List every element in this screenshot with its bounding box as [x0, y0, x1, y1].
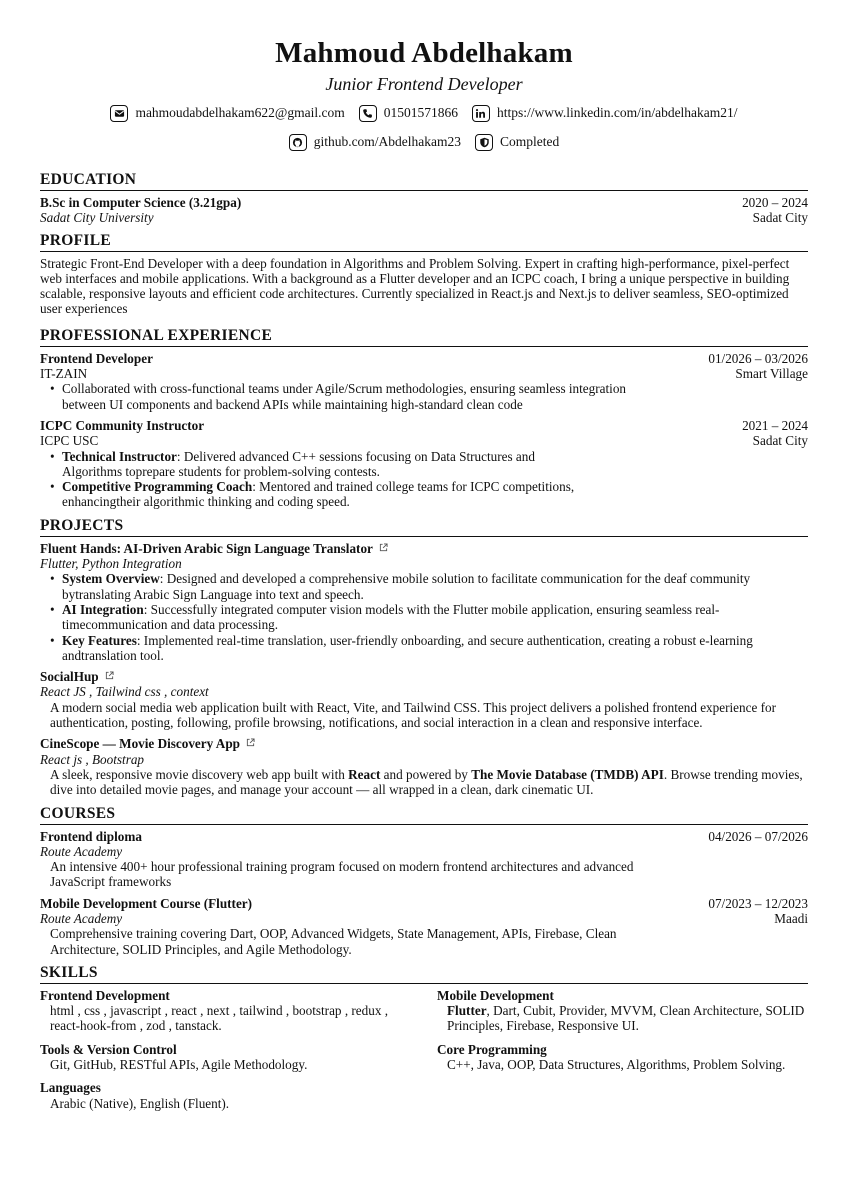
skill-group-title: Mobile Development [437, 987, 554, 1003]
contact-row-1 [40, 102, 808, 124]
project-tech: React js , Bootstrap [40, 751, 145, 767]
experience-section [40, 327, 808, 510]
projects-heading: PROJECTS [40, 517, 808, 537]
bullet-item [50, 602, 808, 633]
candidate-name: Mahmoud Abdelhakam [275, 37, 573, 69]
course-description: An intensive 400+ hour professional training program focused on modern frontend architectures and advanced JavaScript frameworks [50, 859, 634, 890]
education-dates: 2020 – 2024 [742, 195, 808, 210]
experience-entry [40, 351, 808, 412]
company-name: IT-ZAIN [40, 366, 88, 382]
course-provider: Route Academy [40, 910, 123, 926]
github-text: github.com/Abdelhakam23 [313, 134, 462, 150]
linkedin-text: https://www.linkedin.com/in/abdelhakam21/ [496, 105, 738, 121]
project-bullets [50, 571, 808, 663]
desc-part: . Browse trending movies, dive into detailed movie pages, and manage your account — all wrapped in a clean, dark cinematic UI. [50, 766, 803, 798]
projects-section [40, 517, 808, 798]
bullet-label: Technical Instructor [62, 448, 177, 464]
profile-heading: PROFILE [40, 232, 808, 252]
project-entry [40, 541, 808, 663]
job-title: Frontend Developer [40, 350, 153, 366]
course-description: Comprehensive training covering Dart, OOP, Advanced Widgets, State Management, APIs, Firebase, Clean Architecture, SOLID Principles, and Agile Methodology. [50, 926, 617, 957]
skill-group [40, 988, 437, 1034]
desc-bold: The Movie Database (TMDB) API [471, 766, 664, 782]
linkedin-icon [472, 105, 490, 122]
bullet-text: : Designed and developed a comprehensive mobile solution to facilitate communication for the deaf community bytranslating Arabic Sign Language into text and speech. [62, 571, 751, 602]
job-dates: 2021 – 2024 [742, 417, 808, 433]
email-text: mahmoudabdelhakam622@gmail.com [135, 105, 345, 121]
status-contact [475, 134, 559, 151]
project-tech: React JS , Tailwind css , context [40, 684, 209, 700]
phone-text: 01501571866 [383, 105, 458, 121]
bullet-item [50, 571, 808, 602]
skill-group-items [437, 1003, 808, 1034]
job-bullets [50, 449, 808, 510]
bullet-item: • Collaborated with cross-functional teams under Agile/Scrum methodologies, ensuring seamless integration between UI components and backend APIs while maintaining high-standard clean code [50, 381, 808, 412]
education-heading: EDUCATION [40, 171, 808, 191]
project-tech: Flutter, Python Integration [40, 556, 182, 572]
education-entry [40, 195, 808, 226]
project-description: A modern social media web application built with React, Vite, and Tailwind CSS. This project delivers a polished frontend experience for authentication, posting, following, profile browsing, notifications, and social interaction in a clean and responsive interface. [50, 699, 776, 731]
course-name: Mobile Development Course (Flutter) [40, 895, 253, 911]
skill-group-title: Core Programming [437, 1041, 547, 1057]
skills-section [40, 964, 808, 1119]
skill-group [437, 988, 808, 1034]
bullet-text: : Mentored and trained college teams for ICPC competitions, enhancingtheir algorithmic thinking and coding speed. [62, 479, 575, 510]
skill-group [40, 1080, 437, 1111]
shield-icon [475, 134, 493, 151]
course-dates: 04/2026 – 07/2026 [708, 828, 808, 844]
external-link-icon[interactable] [379, 543, 388, 552]
course-provider: Route Academy [40, 843, 123, 859]
bullet-text: : Successfully integrated computer vision models with the Flutter mobile application, ensuring seamless real-timecommunication and data processing. [62, 601, 720, 633]
project-entry [40, 669, 808, 730]
bullet-item [50, 479, 808, 510]
job-title: ICPC Community Instructor [40, 417, 205, 433]
bullet-label: Competitive Programming Coach [62, 479, 253, 495]
skill-group-items: Git, GitHub, RESTful APIs, Agile Methodology. [50, 1057, 308, 1073]
job-location: Sadat City [752, 433, 808, 449]
bullet-label: System Overview [62, 571, 160, 587]
email-contact[interactable] [110, 105, 344, 122]
profile-text: Strategic Front-End Developer with a deep foundation in Algorithms and Problem Solving. Expert in crafting high-performance, pixel-perfect web interfaces and mobile applications. With a background as a Flutter developer and an ICPC coach, I bring a unique perspective in building scalable, responsive layouts and efficient code architectures. Currently specialized in React.js and Next.js to deliver seamless, SEO-optimized user experiences [40, 255, 790, 317]
job-location: Smart Village [735, 366, 808, 382]
degree-name: B.Sc in Computer Science (3.21gpa) [40, 195, 242, 210]
course-entry [40, 896, 808, 957]
skill-group [40, 1042, 437, 1073]
phone-icon [359, 105, 377, 122]
bullet-item [50, 633, 808, 664]
job-dates: 01/2026 – 03/2026 [708, 350, 808, 366]
email-icon [110, 105, 128, 122]
skill-group-items: Arabic (Native), English (Fluent). [50, 1095, 230, 1111]
external-link-icon[interactable] [105, 671, 114, 680]
courses-heading: COURSES [40, 805, 808, 825]
school-name: Sadat City University [40, 210, 154, 226]
bullet-text: : Delivered advanced C++ sessions focusing on Data Structures and Algorithms toprepare students for problem-solving contests. [62, 448, 535, 479]
external-link-icon[interactable] [246, 738, 255, 747]
company-name: ICPC USC [40, 433, 99, 449]
project-name[interactable]: CineScope — Movie Discovery App [40, 736, 240, 752]
project-name[interactable]: SocialHup [40, 669, 99, 685]
bullet-label: Key Features [62, 632, 137, 648]
bullet-item [50, 449, 808, 480]
status-text: Completed [500, 134, 560, 150]
experience-heading: PROFESSIONAL EXPERIENCE [40, 327, 808, 347]
profile-section [40, 232, 808, 317]
bullet-label: AI Integration [62, 601, 144, 617]
education-section [40, 171, 808, 226]
contact-row-2 [40, 131, 808, 153]
course-entry [40, 829, 808, 890]
course-location: Maadi [774, 910, 808, 926]
desc-part: A sleek, responsive movie discovery web app built with [50, 766, 349, 782]
desc-part: and powered by [380, 766, 472, 782]
skills-heading: SKILLS [40, 964, 808, 984]
experience-entry [40, 418, 808, 510]
skill-group-title: Languages [40, 1080, 101, 1096]
project-entry [40, 736, 808, 797]
bullet-text: : Implemented real-time translation, user-friendly onboarding, and secure authentication, creating a robust e-learning andtranslation tool. [62, 632, 753, 663]
skill-rest: , Dart, Cubit, Provider, MVVM, Clean Architecture, SOLID Principles, Firebase, Responsive UI. [447, 1003, 805, 1034]
job-bullets [50, 381, 808, 412]
skill-group [437, 1042, 808, 1073]
skills-grid [40, 988, 808, 1119]
skill-group-items: html , css , javascript , react , next , tailwind , bootstrap , redux , react-hook-from , zod , tanstack. [50, 1003, 389, 1034]
candidate-role: Junior Frontend Developer [325, 74, 523, 94]
skill-group-title: Tools & Version Control [40, 1041, 177, 1057]
course-name: Frontend diploma [40, 828, 142, 844]
github-icon [289, 134, 307, 151]
courses-section [40, 805, 808, 957]
phone-contact[interactable] [359, 105, 458, 122]
school-location: Sadat City [752, 210, 808, 226]
course-dates: 07/2023 – 12/2023 [708, 895, 808, 911]
skill-lead: Flutter [447, 1003, 487, 1019]
linkedin-contact[interactable] [472, 105, 738, 122]
skill-group-items: C++, Java, OOP, Data Structures, Algorithms, Problem Solving. [447, 1057, 786, 1073]
desc-bold: React [348, 766, 381, 782]
project-description [40, 767, 808, 798]
skill-group-title: Frontend Development [40, 987, 170, 1003]
project-name[interactable]: Fluent Hands: AI-Driven Arabic Sign Language Translator [40, 540, 373, 556]
github-contact[interactable] [289, 134, 461, 151]
